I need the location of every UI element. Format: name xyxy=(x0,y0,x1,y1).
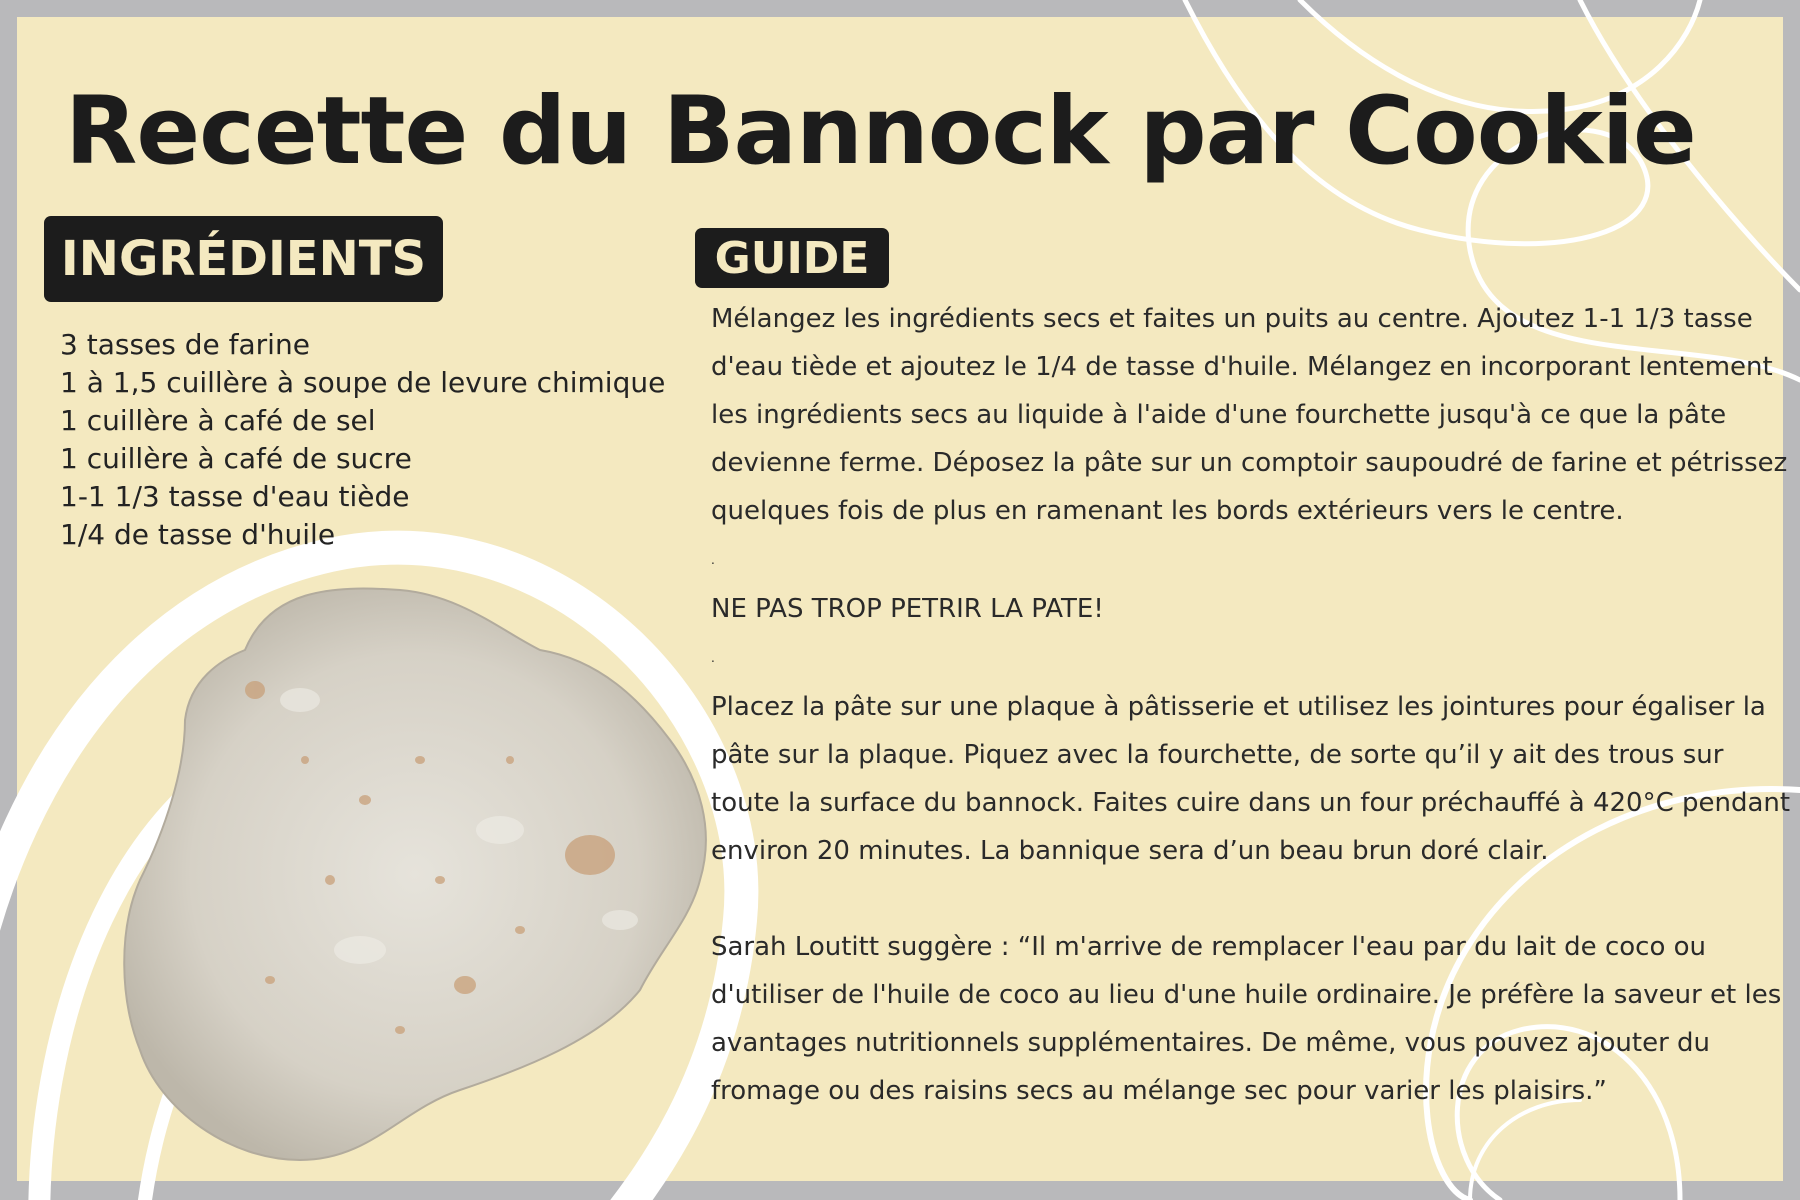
guide-heading: GUIDE xyxy=(695,228,889,288)
ingredient-item: 1 cuillère à café de sel xyxy=(60,404,376,437)
guide-step-1: Mélangez les ingrédients secs et faites un puits au centre. Ajoutez 1-1 1/3 tasse d'eau tiède et ajoutez le 1/4 de tasse d'huile. Mélangez en incorporant lentement les ingrédients secs au liquide à l'aide d'une fourchette jusqu'à ce que la pâte devienne ferme. Déposez la pâte sur un comptoir saupoudré de farine et pétrissez quelques fois de plus en ramenant les bords extérieurs vers le centre. xyxy=(711,304,1788,526)
separator-dot: . xyxy=(711,553,715,567)
guide-warning: NE PAS TROP PETRIR LA PATE! xyxy=(711,594,1104,624)
page-title: Recette du Bannock par Cookie xyxy=(65,77,1696,186)
ingredient-item: 1 cuillère à café de sucre xyxy=(60,442,412,475)
ingredient-item: 3 tasses de farine xyxy=(60,328,310,361)
guide-text xyxy=(711,295,1791,1115)
separator-dot: . xyxy=(711,651,715,665)
ingredients-list xyxy=(60,326,665,554)
ingredients-heading: INGRÉDIENTS xyxy=(44,216,443,302)
ingredient-item: 1-1 1/3 tasse d'eau tiède xyxy=(60,480,410,513)
ingredient-item: 1/4 de tasse d'huile xyxy=(60,518,336,551)
ingredient-item: 1 à 1,5 cuillère à soupe de levure chimique xyxy=(60,366,666,399)
guide-step-2: Placez la pâte sur une plaque à pâtisserie et utilisez les jointures pour égaliser la pâte sur la plaque. Piquez avec la fourchette, de sorte qu’il y ait des trous sur toute la surface du bannock. Faites cuire dans un four préchauffé à 420°C pendant environ 20 minutes. La bannique sera d’un beau brun doré clair. xyxy=(711,692,1791,866)
guide-tip: Sarah Loutitt suggère : “Il m'arrive de remplacer l'eau par du lait de coco ou d'utiliser de l'huile de coco au lieu d'une huile ordinaire. Je préfère la saveur et les avantages nutritionnels supplémentaires. De même, vous pouvez ajouter du fromage ou des raisins secs au mélange sec pour varier les plaisirs.” xyxy=(711,932,1782,1106)
